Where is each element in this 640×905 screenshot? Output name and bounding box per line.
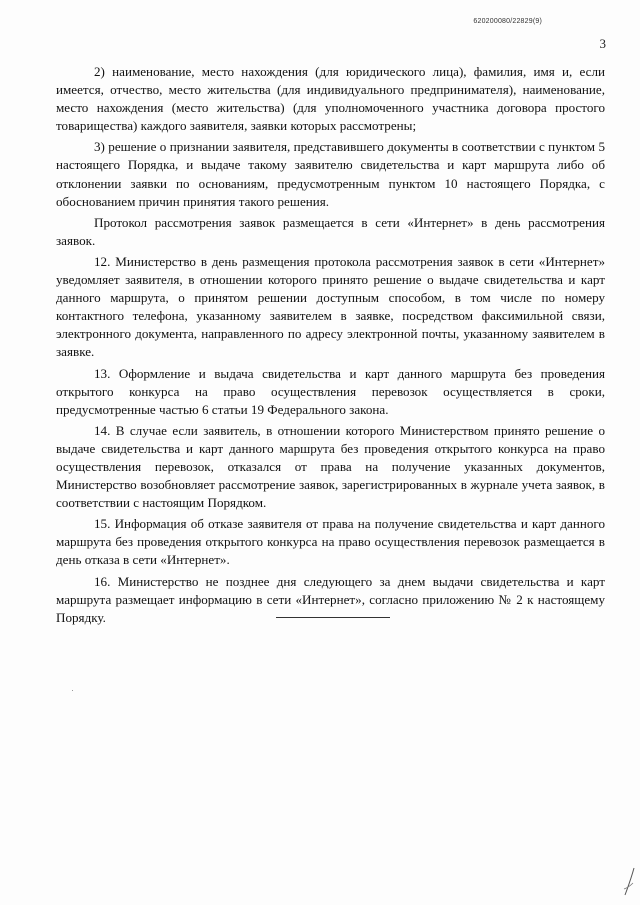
paragraph-item-3: 3) решение о признании заявителя, представившего документы в соответствии с пунктом 5 настоящего Порядка, и выдаче такому заявителю свидетельства и карт маршрута либо об отклонении заявки по основаниям, предусмотренным пунктом 10 настоящего Порядка, с обоснованием причин принятия такого решения. bbox=[56, 139, 605, 209]
scan-artifact bbox=[72, 690, 73, 691]
paragraph-protocol: Протокол рассмотрения заявок размещается в сети «Интернет» в день рассмотрения заявок. bbox=[56, 214, 605, 248]
paragraph-13: 13. Оформление и выдача свидетельства и карт данного маршрута без проведения открытого конкурса на право осуществления перевозок осуществляется в сроки, предусмотренные частью 6 статьи 19 Федерального закона. bbox=[56, 365, 605, 417]
paragraph-item-2: 2) наименование, место нахождения (для юридического лица), фамилия, имя и, если имеется, отчество, место жительства (для индивидуального предпринимателя), наименование, место нахождения (место жительства) (для уполномоченного участника договора простого товарищества) каждого заявителя, заявки которых рассмотрены; bbox=[56, 64, 605, 134]
paragraph-16: 16. Министерство не позднее дня следующего за днем выдачи свидетельства и карт маршрута размещает информацию в сети «Интернет», согласно приложению № 2 к настоящему Порядку. bbox=[56, 573, 605, 625]
paragraph-14: 14. В случае если заявитель, в отношении которого Министерством принято решение о выдаче свидетельства и карт данного маршрута без проведения открытого конкурса на право осуществления перевозок, отказался от права на получение указанных документов, Министерство возобновляет рассмотрение заявок, зарегистрированных в журнале учета заявок, в соответствии с настоящим Порядком. bbox=[56, 422, 605, 511]
document-code: 620200080/22829(9) bbox=[473, 18, 542, 25]
paragraph-12: 12. Министерство в день размещения протокола рассмотрения заявок в сети «Интернет» уведомляет заявителя, в отношении которого принято решение о выдаче свидетельства и карт данного маршрута, о принятом решении доступным способом, в том числе по номеру контактного телефона, указанному заявителем в заявке, посредством факсимильной связи, электронного документа, направленного по адресу электронной почты, указанному заявителем в заявке. bbox=[56, 253, 605, 360]
pen-mark-icon bbox=[622, 865, 636, 897]
page-number: 3 bbox=[599, 36, 606, 51]
end-rule-divider bbox=[276, 617, 390, 618]
document-body bbox=[56, 63, 605, 630]
paragraph-15: 15. Информация об отказе заявителя от права на получение свидетельства и карт данного маршрута без проведения открытого конкурса на право осуществления перевозок размещается в день отказа в сети «Интернет». bbox=[56, 516, 605, 568]
